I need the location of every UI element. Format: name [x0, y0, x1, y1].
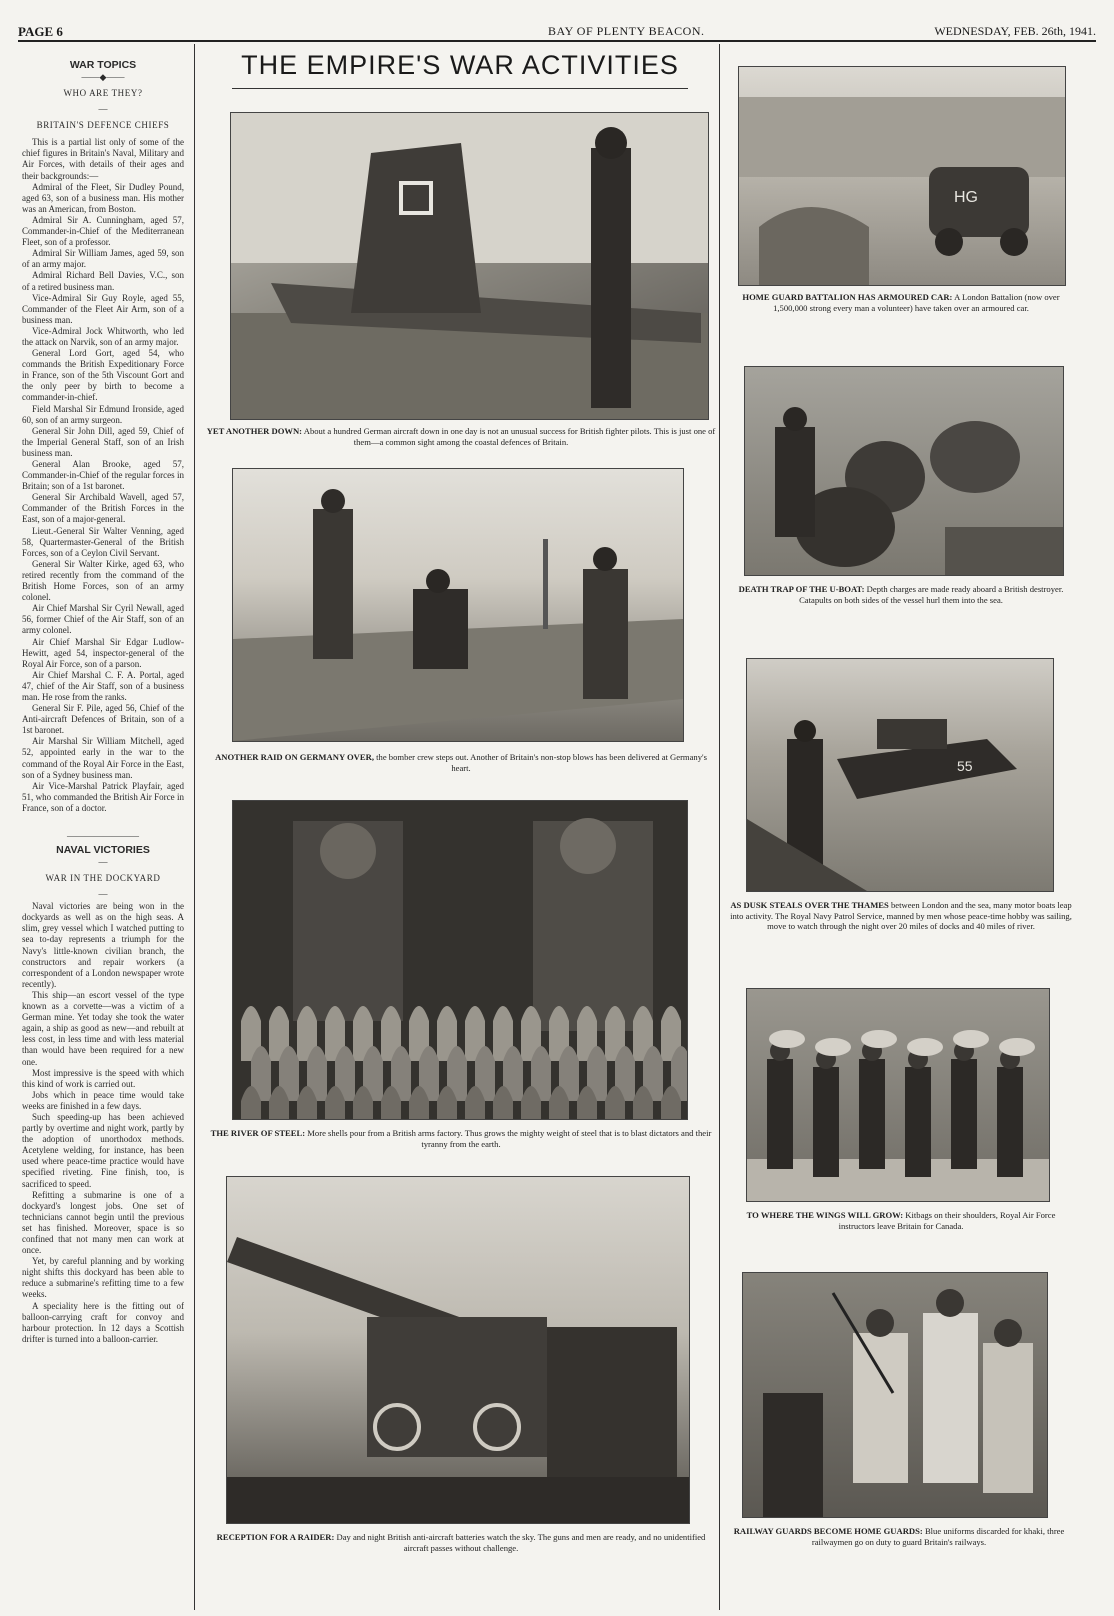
page-number: PAGE 6	[18, 24, 63, 39]
ornament-divider: ——◆——	[81, 72, 125, 83]
masthead	[18, 22, 1096, 42]
paragraph: Air Marshal Sir William Mitchell, aged 52, appointed early in the war to the command of the Royal Air Force in the East, son of a Sydney business man.	[22, 736, 184, 780]
paragraph: Such speeding-up has been achieved partly by overtime and night work, partly by the adoption of unorthodox methods. Acetylene welding, for instance, has been used where peace-time practice would have specified riveting. Fine finish, too, is sacrificed to speed.	[22, 1111, 184, 1189]
paragraph: Most impressive is the speed with which this kind of work is carried out.	[22, 1067, 184, 1089]
paragraph: Vice-Admiral Sir Guy Royle, aged 55, Commander of the Fleet Air Arm, son of a business man.	[22, 292, 184, 325]
kitbag	[999, 1038, 1035, 1056]
caption-lead: DEATH TRAP OF THE U-BOAT:	[738, 584, 865, 594]
subheading-defence-chiefs: BRITAIN'S DEFENCE CHIEFS	[36, 120, 170, 131]
caption-anti-aircraft-gun	[206, 1532, 716, 1553]
paragraph: Yet, by careful planning and by working night shifts this dockyard has been able to reduce a submarine's refitting time to a few weeks.	[22, 1256, 184, 1300]
paragraph: This is a partial list only of some of the chief figures in Britain's Naval, Military and Air Forces, with details of their ages and their backgrounds:—	[22, 137, 184, 181]
caption-railway-guards	[724, 1526, 1074, 1547]
short-rule: —	[98, 104, 108, 115]
caption-text: Blue uniforms discarded for khaki, three railwaymen go on duty to guard Britain's railways.	[811, 1526, 1065, 1547]
paragraph: Jobs which in peace time would take weeks are finished in a few days.	[22, 1089, 184, 1111]
photo-anti-aircraft-gun	[226, 1176, 690, 1524]
paragraph: General Sir F. Pile, aged 56, Chief of the Anti-aircraft Defences of Britain, son of a 1st baronet.	[22, 703, 184, 736]
paragraph: General Sir Walter Kirke, aged 63, who retired recently from the command of the British Home Forces, son of an army colonel.	[22, 558, 184, 603]
caption-text: between London and the sea, many motor boats leap into activity. The Royal Navy Patrol Service, manned by men whose peace-time hobby was sailing, move to watch through the night over 20 miles of docks and 40 miles of river.	[730, 900, 1072, 931]
photo-home-guard-armoured-car	[738, 66, 1066, 286]
section-heading-naval-victories: NAVAL VICTORIES	[56, 844, 150, 856]
caption-text: Day and night British anti-aircraft batteries watch the sky. The guns and men are ready, and no unidentified aircraft passes without challenge.	[336, 1532, 706, 1553]
subheading-who-are-they: WHO ARE THEY?	[63, 88, 143, 99]
column-rule-right	[719, 44, 720, 1610]
caption-text: More shells pour from a British arms factory. Thus grows the mighty weight of steel that is to blast dictators and their tyranny from the earth.	[307, 1128, 712, 1149]
caption-lead: THE RIVER OF STEEL:	[210, 1128, 306, 1138]
paragraph: General Sir Archibald Wavell, aged 57, Commander of the British Forces in the East, son of a major-general.	[22, 492, 184, 525]
short-rule: —	[98, 889, 108, 900]
column-rule-left	[194, 44, 195, 1610]
paragraph: General Sir John Dill, aged 59, Chief of the Imperial General Staff, son of an Irish business man.	[22, 425, 184, 458]
paragraph: Naval victories are being won in the dockyards as well as on the high seas. A slim, grey vessel which I watched putting to sea to-day represents a triumph for the Navy's little-known civilian branch, the constructors and repair workers (a correspondent of a London newspaper wrote recently).	[22, 901, 184, 989]
figure-body	[813, 1067, 839, 1177]
photo-railway-guards	[742, 1272, 1048, 1518]
paragraph: Vice-Admiral Jock Whitworth, who led the attack on Narvik, son of an army major.	[22, 325, 184, 347]
caption-lead: RAILWAY GUARDS BECOME HOME GUARDS:	[733, 1526, 923, 1536]
caption-lead: AS DUSK STEALS OVER THE THAMES	[730, 900, 889, 910]
caption-lead: TO WHERE THE WINGS WILL GROW:	[746, 1210, 904, 1220]
caption-text: About a hundred German aircraft down in one day is not an unusual success for British fighter pilots. This is just one of them—a common sight among the coastal defences of Britain.	[303, 426, 716, 447]
kitbag	[769, 1030, 805, 1048]
paragraph: Air Chief Marshal Sir Edgar Ludlow-Hewitt, aged 54, inspector-general of the Royal Air Force, son of a parson.	[22, 636, 184, 669]
figure-body	[905, 1067, 931, 1177]
page-title: THE EMPIRE'S WAR ACTIVITIES	[241, 50, 679, 80]
paragraph: Admiral Sir William James, aged 59, son of an army major.	[22, 248, 184, 270]
caption-depth-charges	[728, 584, 1074, 605]
caption-downed-aircraft	[206, 426, 716, 447]
subheading-war-in-dockyard: WAR IN THE DOCKYARD	[45, 873, 161, 884]
caption-text: A London Battalion (now over 1,500,000 strong every man a volunteer) have taken over an armoured car.	[773, 292, 1060, 313]
paragraph: A speciality here is the fitting out of balloon-carrying craft for convoy and harbour protection. In 12 days a Scottish drifter is turned into a balloon-carrier.	[22, 1300, 184, 1344]
caption-lead: RECEPTION FOR A RAIDER:	[216, 1532, 335, 1542]
figure-body	[767, 1059, 793, 1169]
caption-text: Depth charges are made ready aboard a British destroyer. Catapults on both sides of the vessel hurl them into the sea.	[799, 584, 1064, 605]
paragraph: Admiral Sir A. Cunningham, aged 57, Commander-in-Chief of the Mediterranean Fleet, son of a professor.	[22, 214, 184, 248]
photo-bomber-crew	[232, 468, 684, 742]
paragraph: General Alan Brooke, aged 57, Commander-in-Chief of the regular forces in Britain; son of a 1st baronet.	[22, 459, 184, 492]
paragraph: Admiral of the Fleet, Sir Dudley Pound, aged 63, son of a business man. His mother was an American, from Boston.	[22, 181, 184, 214]
paragraph: Lieut.-General Sir Walter Venning, aged 58, Quartermaster-General of the British Forces, son of a Ceylon Civil Servant.	[22, 525, 184, 558]
caption-lead: YET ANOTHER DOWN:	[206, 426, 303, 436]
section-heading-war-topics: WAR TOPICS	[69, 59, 137, 71]
caption-text: the bomber crew steps out. Another of Britain's non-stop blows has been delivered at Germany's heart.	[376, 752, 707, 773]
paragraph: Air Vice-Marshal Patrick Playfair, aged 51, who commanded the British Air Force in France, son of a doctor.	[22, 780, 184, 813]
kitbag	[815, 1038, 851, 1056]
article-defence-chiefs	[22, 137, 184, 814]
paragraph: Refitting a submarine is one of a dockyard's longest jobs. One set of technicians cannot begin until the previous set has finished. Moreover, space is so confined that not many men can work at once.	[22, 1189, 184, 1256]
figure-body	[997, 1067, 1023, 1177]
paragraph: This ship—an escort vessel of the type known as a corvette—was a victim of a German mine. Yet today she took the water again, a ship as good as new—and rebuilt at less cost, in less time and with less material than would have been required for a new one.	[22, 989, 184, 1067]
newspaper-name: BAY OF PLENTY BEACON.	[548, 24, 705, 38]
caption-text: Kitbags on their shoulders, Royal Air Force instructors leave Britain for Canada.	[838, 1210, 1056, 1231]
caption-raf-instructors	[728, 1210, 1074, 1231]
left-column	[22, 56, 184, 1604]
armoured-car-marking: HG	[954, 189, 978, 206]
paragraph: Air Chief Marshal Sir Cyril Newall, aged 56, former Chief of the Air Staff, son of an army colonel.	[22, 603, 184, 636]
caption-home-guard-armoured-car	[728, 292, 1074, 313]
paragraph: General Lord Gort, aged 54, who commands the British Expeditionary Force in France, son of the 5th Viscount Gort and the only peer by birth to become a commander-in-chief.	[22, 348, 184, 403]
issue-date: WEDNESDAY, FEB. 26th, 1941.	[934, 24, 1096, 38]
article-war-in-dockyard	[22, 901, 184, 1345]
boat-number: 55	[957, 758, 973, 774]
photo-depth-charges	[744, 366, 1064, 576]
kitbag	[907, 1038, 943, 1056]
photo-shell-factory	[232, 800, 688, 1120]
figure-body	[859, 1059, 885, 1169]
caption-lead: HOME GUARD BATTALION HAS ARMOURED CAR:	[742, 292, 953, 302]
short-rule: —	[98, 857, 108, 868]
section-rule: ————————	[67, 831, 139, 841]
photo-downed-aircraft	[230, 112, 709, 420]
title-rule	[232, 88, 688, 89]
kitbag	[953, 1030, 989, 1048]
paragraph: Air Chief Marshal C. F. A. Portal, aged 47, chief of the Air Staff, son of a business man. He rose from the ranks.	[22, 669, 184, 702]
photo-raf-instructors	[746, 988, 1050, 1202]
caption-lead: ANOTHER RAID ON GERMANY OVER,	[215, 752, 374, 762]
caption-shell-factory	[206, 1128, 716, 1149]
kitbag	[861, 1030, 897, 1048]
figure-body	[951, 1059, 977, 1169]
paragraph: Field Marshal Sir Edmund Ironside, aged 60, son of an army surgeon.	[22, 403, 184, 425]
caption-bomber-crew	[206, 752, 716, 773]
photo-thames-patrol-boat	[746, 658, 1054, 892]
caption-thames-patrol-boat	[728, 900, 1074, 932]
paragraph: Admiral Richard Bell Davies, V.C., son of a retired business man.	[22, 270, 184, 292]
